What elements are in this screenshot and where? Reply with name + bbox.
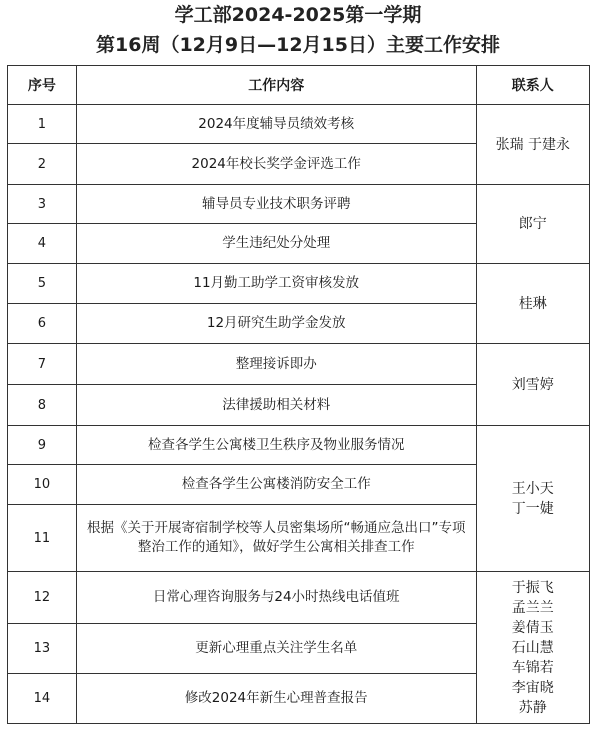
table-row (8, 344, 590, 385)
row-number: 7 (8, 344, 77, 385)
header-row (8, 66, 590, 105)
task-content: 2024年度辅导员绩效考核 (76, 105, 476, 144)
task-content: 检查各学生公寓楼卫生秩序及物业服务情况 (76, 426, 476, 465)
table-row (8, 105, 590, 144)
contact-cell (476, 426, 589, 572)
task-content: 根据《关于开展寄宿制学校等人员密集场所“畅通应急出口”专项整治工作的通知》，做好学生公寓相关排查工作 (76, 505, 476, 572)
contact-cell (476, 572, 589, 724)
row-number: 3 (8, 185, 77, 224)
page-title-line-2: 第16周（12月9日—12月15日）主要工作安排 (96, 34, 500, 56)
task-content: 12月研究生助学金发放 (76, 304, 476, 344)
header-no: 序号 (8, 66, 77, 105)
contact-name: 丁一婕 (511, 500, 554, 517)
row-number: 2 (8, 144, 77, 185)
table-row (8, 264, 590, 304)
row-number: 5 (8, 264, 77, 304)
row-number: 9 (8, 426, 77, 465)
contact-name: 姜倩玉 (511, 619, 554, 636)
task-content: 整理接诉即办 (76, 344, 476, 385)
task-content: 日常心理咨询服务与24小时热线电话值班 (76, 572, 476, 624)
table-row (8, 572, 590, 624)
task-content: 修改2024年新生心理普查报告 (76, 674, 476, 724)
schedule-table (7, 65, 590, 724)
contact-cell: 张瑞 于建永 (476, 105, 589, 185)
row-number: 12 (8, 572, 77, 624)
contact-name: 于振飞 (511, 579, 554, 596)
row-number: 11 (8, 505, 77, 572)
task-content: 学生违纪处分处理 (76, 224, 476, 264)
header-contact: 联系人 (476, 66, 589, 105)
page-title-line-1: 学工部2024-2025第一学期 (174, 4, 422, 26)
row-number: 8 (8, 385, 77, 426)
contact-name: 李宙晓 (511, 679, 554, 696)
contact-name: 孟兰兰 (511, 599, 554, 616)
task-content: 11月勤工助学工资审核发放 (76, 264, 476, 304)
task-content: 更新心理重点关注学生名单 (76, 624, 476, 674)
contact-cell: 郎宁 (476, 185, 589, 264)
table-row (8, 426, 590, 465)
row-number: 4 (8, 224, 77, 264)
row-number: 6 (8, 304, 77, 344)
row-number: 13 (8, 624, 77, 674)
header-content: 工作内容 (76, 66, 476, 105)
table-row (8, 185, 590, 224)
contact-name: 王小天 (511, 480, 554, 497)
row-number: 1 (8, 105, 77, 144)
contact-cell: 桂琳 (476, 264, 589, 344)
contact-name: 苏静 (518, 699, 547, 716)
contact-name: 车锦若 (511, 659, 554, 676)
contact-cell: 刘雪婷 (476, 344, 589, 426)
row-number: 14 (8, 674, 77, 724)
task-content: 辅导员专业技术职务评聘 (76, 185, 476, 224)
contact-name: 石山慧 (511, 639, 554, 656)
task-content: 法律援助相关材料 (76, 385, 476, 426)
task-content: 检查各学生公寓楼消防安全工作 (76, 465, 476, 505)
row-number: 10 (8, 465, 77, 505)
task-content: 2024年校长奖学金评选工作 (76, 144, 476, 185)
